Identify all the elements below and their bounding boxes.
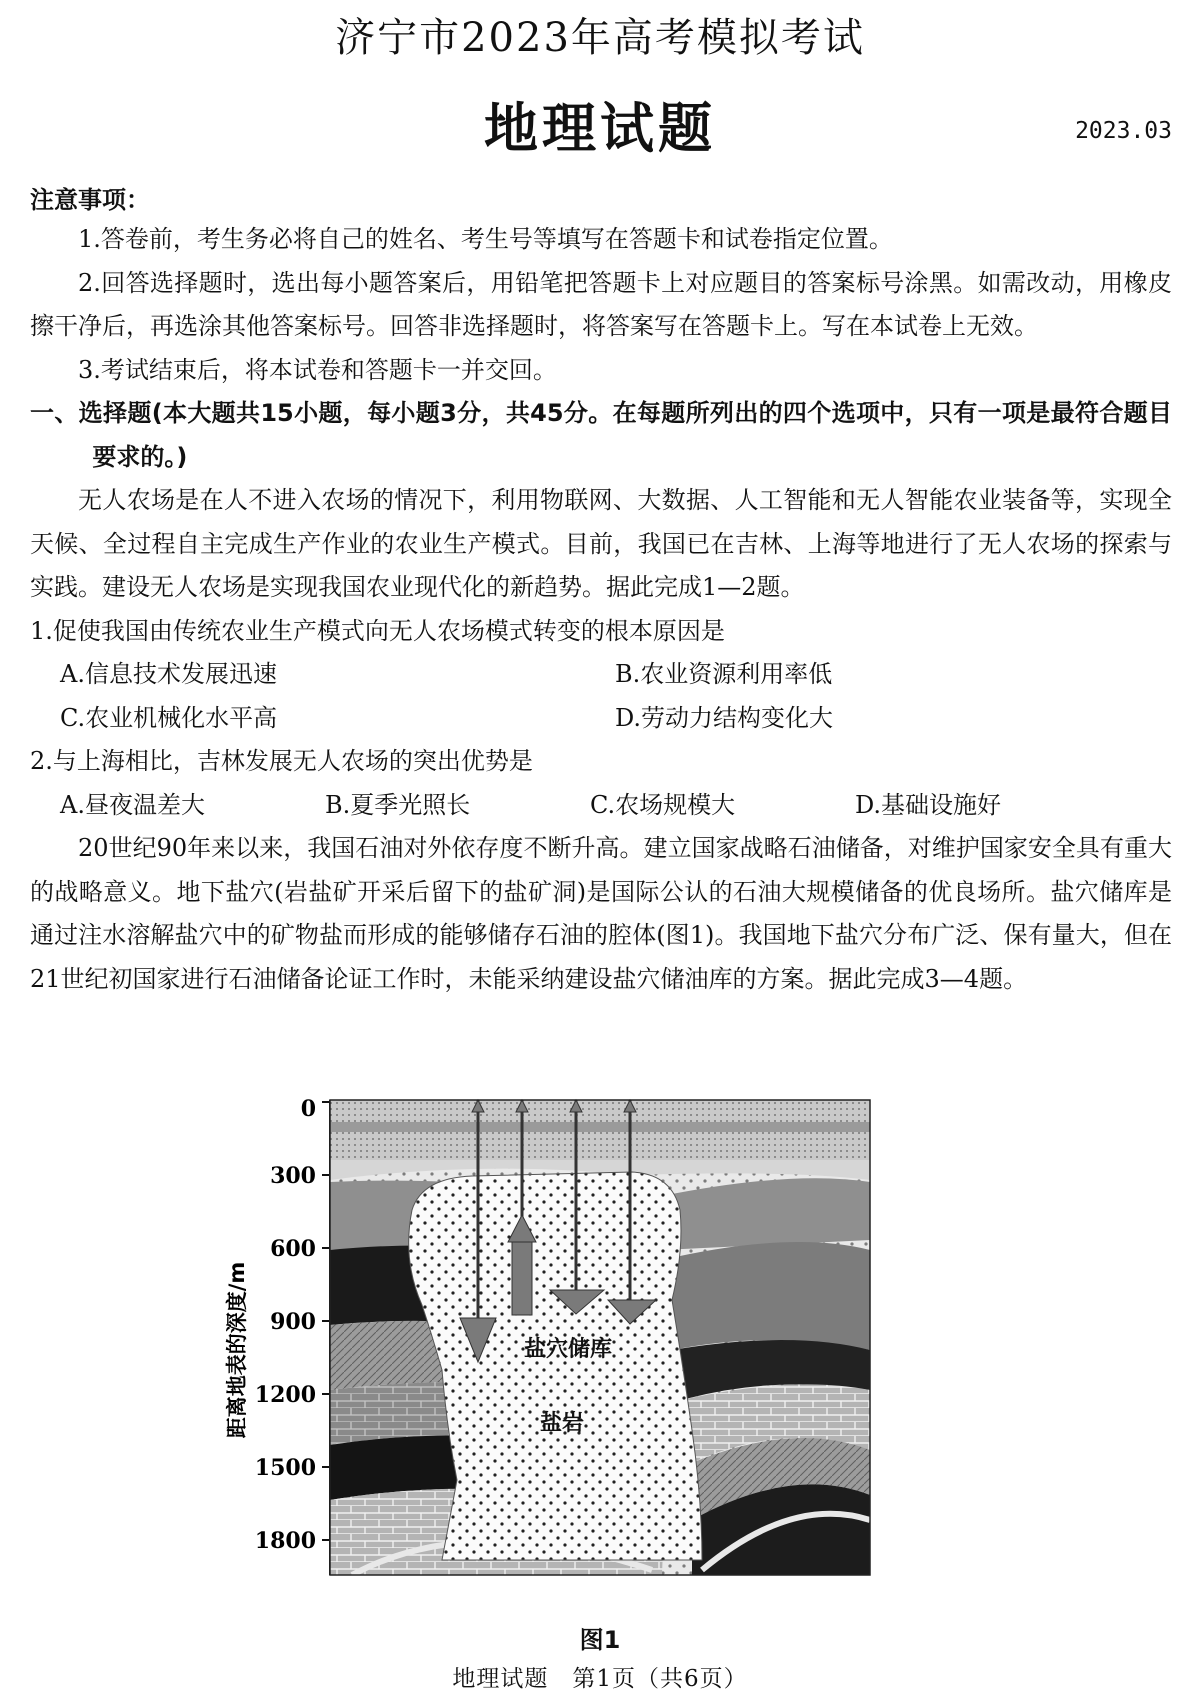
exam-date: 2023.03 (1075, 118, 1172, 144)
label-cavern: 盐穴储库 (523, 1337, 613, 1362)
figure-caption: 图1 (579, 1626, 621, 1654)
question-2-stem: 2.与上海相比，吉林发展无人农场的突出优势是 (30, 747, 533, 775)
y-tick-label: 1500 (254, 1455, 316, 1481)
y-axis (255, 1096, 330, 1575)
question-1-options-row-1 (30, 653, 1172, 697)
figure-1-salt-cavern-diagram (225, 1096, 952, 1630)
notice-item-3: 3.考试结束后，将本试卷和答题卡一并交回。 (78, 355, 557, 384)
exam-body (30, 218, 1172, 1001)
notice-item-2: 2.回答选择题时，选出每小题答案后，用铅笔把答题卡上对应题目的答案标号涂黑。如需改动，用橡皮擦干净后，再选涂其他答案标号。回答非选择题时，将答案写在答题卡上。写在本试卷上无效。 (30, 268, 1172, 340)
y-axis-label: 距离地表的深度/m (225, 1261, 249, 1439)
passage-1: 无人农场是在人不进入农场的情况下，利用物联网、大数据、人工智能和无人智能农业装备等，实现全天候、全过程自主完成生产作业的农业生产模式。目前，我国已在吉林、上海等地进行了无人农场的探索与实践。建设无人农场是实现我国农业现代化的新趋势。据此完成1—2题。 (30, 486, 1172, 601)
subject-title: 地理试题 (484, 97, 716, 160)
salt-dome-cross-section (225, 1096, 952, 1630)
notice-heading: 注意事项： (30, 186, 150, 214)
q2-option-b: B.夏季光照长 (325, 790, 471, 819)
y-tick-label: 600 (270, 1236, 316, 1262)
question-2-options (30, 784, 1172, 828)
exam-title: 济宁市2023年高考模拟考试 (335, 15, 865, 61)
q2-option-c: C.农场规模大 (590, 790, 736, 819)
page-footer: 地理试题 第1页（共6页） (452, 1666, 748, 1692)
y-tick-label: 1800 (254, 1528, 316, 1554)
section-heading: 一、选择题(本大题共15小题，每小题3分，共45分。在每题所列出的四个选项中，只有一项是最符合题目要求的。) (30, 399, 1172, 471)
q2-option-d: D.基础设施好 (855, 790, 1002, 819)
notice-item-1: 1.答卷前，考生务必将自己的姓名、考生号等填写在答题卡和试卷指定位置。 (78, 225, 893, 253)
q2-option-a: A.昼夜温差大 (60, 790, 205, 819)
salt-dome (409, 1172, 702, 1560)
y-tick-label: 1200 (254, 1382, 316, 1408)
passage-2: 20世纪90年来以来，我国石油对外依存度不断升高。建立国家战略石油储备，对维护国家安全具有重大的战略意义。地下盐穴(岩盐矿开采后留下的盐矿洞)是国际公认的石油大规模储备的优良场所。盐穴储库是通过注水溶解盐穴中的矿物盐而形成的能够储存石油的腔体(图1)。我国地下盐穴分布广泛、保有量大，但在21世纪初国家进行石油储备论证工作时，未能采纳建设盐穴储油库的方案。据此完成3—4题。 (30, 834, 1172, 993)
q1-option-c: C.农业机械化水平高 (60, 703, 278, 732)
y-tick-label: 0 (300, 1096, 316, 1122)
label-salt-rock: 盐岩 (539, 1411, 585, 1436)
question-1-stem: 1.促使我国由传统农业生产模式向无人农场模式转变的根本原因是 (30, 616, 725, 645)
q1-option-d: D.劳动力结构变化大 (615, 703, 834, 732)
q1-option-b: B.农业资源利用率低 (615, 660, 833, 688)
question-1-options-row-2 (30, 697, 1172, 741)
y-tick-label: 900 (270, 1309, 316, 1335)
q1-option-a: A.信息技术发展迅速 (60, 660, 277, 688)
y-tick-label: 300 (270, 1163, 316, 1189)
